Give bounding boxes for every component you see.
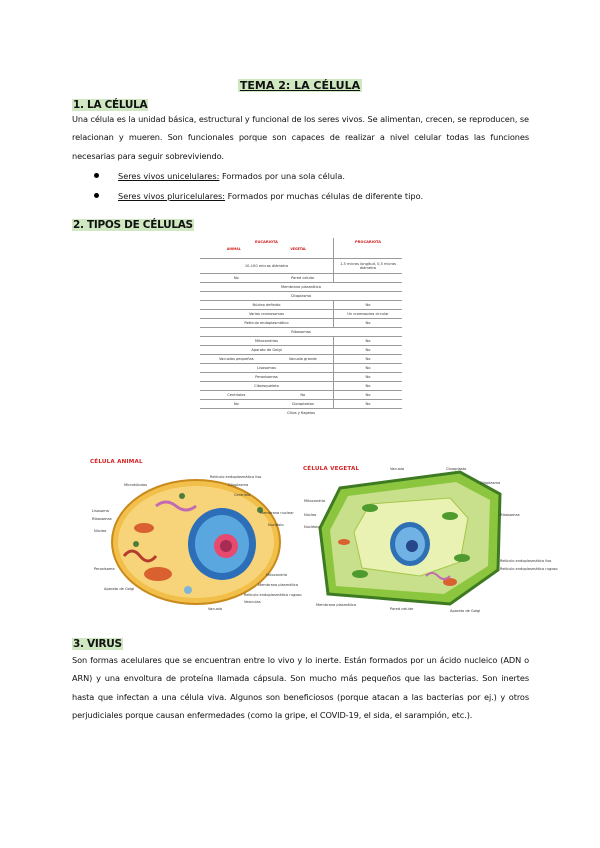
section-heading-cell: 1. LA CÉLULA <box>73 99 148 111</box>
table-row: Membrana plasmática <box>200 283 402 292</box>
animal-cell-label: Microtúbulos <box>124 483 147 487</box>
table-row: Vacuolas pequeñas Vacuola grande No <box>200 355 402 364</box>
table-row: Cilios y flagelos <box>286 411 315 415</box>
table-row: Retículo endoplasmático No <box>200 319 402 328</box>
plant-cell-label: Membrana plasmática <box>316 603 357 607</box>
plant-cell-label: Cloroplasto <box>446 467 467 471</box>
table-row: Ribosomas <box>200 328 402 337</box>
page-title: TEMA 2: LA CÉLULA <box>239 79 361 92</box>
cell-type-list <box>94 166 423 206</box>
table-row: No Pared celular <box>200 274 402 283</box>
animal-cell-label: Membrana nuclear <box>260 511 294 515</box>
eucariota-header: EUCARIOTA ANIMAL VEGETAL <box>200 238 334 259</box>
table-row: Mitocondrias No <box>200 337 402 346</box>
plant-cell-label: Nucléolo <box>304 525 320 529</box>
animal-cell-label: Nucléolo <box>268 523 284 527</box>
animal-cell-label: Membrana plasmática <box>258 583 299 587</box>
animal-cell-title: CÉLULA ANIMAL <box>90 459 143 465</box>
table-row: No Cloroplastos No <box>200 400 402 409</box>
virus-paragraph: Son formas acelulares que se encuentran entre lo vivo y lo inerte. Están formados por un ácido nucleico (ADN o ARN) y una envoltura de proteína llamada cápsula. Son mucho más pequeños que las bacterias. Son inertes hasta que infectan a una célula viva. Algunos son beneficiosos (porque atacan a las bacterias por ej.) y otros perjudiciales porque causan enfermedades (como la gripe, el COVID-19, el sida, el sarampión, etc.). <box>72 655 529 721</box>
plant-cell-label: Mitocondria <box>304 499 326 503</box>
animal-cell-label: Peroxisoma <box>94 567 115 571</box>
table-row: Centriolos No No <box>200 391 402 400</box>
animal-cell-label: Centríolo <box>234 493 251 497</box>
animal-cell-label: Retículo endoplasmático liso <box>210 475 262 479</box>
table-row: Lisosomas No <box>200 364 402 373</box>
animal-cell-illustration <box>84 466 304 616</box>
cell-comparison-table <box>200 238 402 417</box>
plant-cell-label: Vacuola <box>390 467 405 471</box>
table-row: Peroxisomas No <box>200 373 402 382</box>
animal-cell-label: Vacuola <box>208 607 223 611</box>
section-heading-virus: 3. VIRUS <box>73 638 122 650</box>
plant-cell-illustration <box>300 458 558 618</box>
animal-cell-label: Lisosoma <box>92 509 109 513</box>
animal-cell-label: Citoplasma <box>228 483 249 487</box>
table-header-row <box>200 238 402 259</box>
plant-cell-label: Retículo endoplasmático liso <box>500 559 552 563</box>
plant-cell-label: Aparato de Golgi <box>450 609 481 613</box>
procariota-header: PROCARIOTA <box>334 238 403 259</box>
table-row: Núcleo definido No <box>200 301 402 310</box>
table-row: 10-100 micras diámetro 1-5 micras longitud, 0,5 micras diámetro <box>200 259 402 274</box>
animal-cell-label: Aparato de Golgi <box>104 587 135 591</box>
section-heading-types: 2. TIPOS DE CÉLULAS <box>73 219 193 231</box>
table-row: Citoplasma <box>200 292 402 301</box>
plant-cell-label: Pared celular <box>390 607 414 611</box>
plant-cell-label: Núcleo <box>304 513 317 517</box>
animal-cell-label: Ribosomas <box>92 517 112 521</box>
plant-cell-title: CÉLULA VEGETAL <box>303 466 360 472</box>
table-row: Aparato de Golgi No <box>200 346 402 355</box>
cell-paragraph: Una célula es la unidad básica, estructural y funcional de los seres vivos. Se alimentan, crecen, se reproducen, se relacionan y mueren. Son funcionales porque son capaces de realizar a nivel celular todas las funciones necesarias para seguir sobreviviendo. <box>72 114 529 161</box>
animal-cell-label: Vesículas <box>244 600 261 604</box>
animal-cell-label: Retículo endoplasmático rugoso <box>244 593 302 597</box>
animal-cell-label: Mitocondria <box>266 573 288 577</box>
table-row: Varios cromosomas Un cromosoma circular <box>200 310 402 319</box>
plant-cell-label: Citoplasma <box>480 481 501 485</box>
table-row: Citoesqueleto No <box>200 382 402 391</box>
plant-cell-label: Retículo endoplasmático rugoso <box>500 567 558 571</box>
plant-cell-label: Ribosomas <box>500 513 520 517</box>
list-item: Seres vivos unicelulares: Formados por una sola célula. <box>94 166 423 186</box>
list-item: Seres vivos pluricelulares: Formados por muchas células de diferente tipo. <box>94 186 423 206</box>
animal-cell-label: Núcleo <box>94 529 107 533</box>
